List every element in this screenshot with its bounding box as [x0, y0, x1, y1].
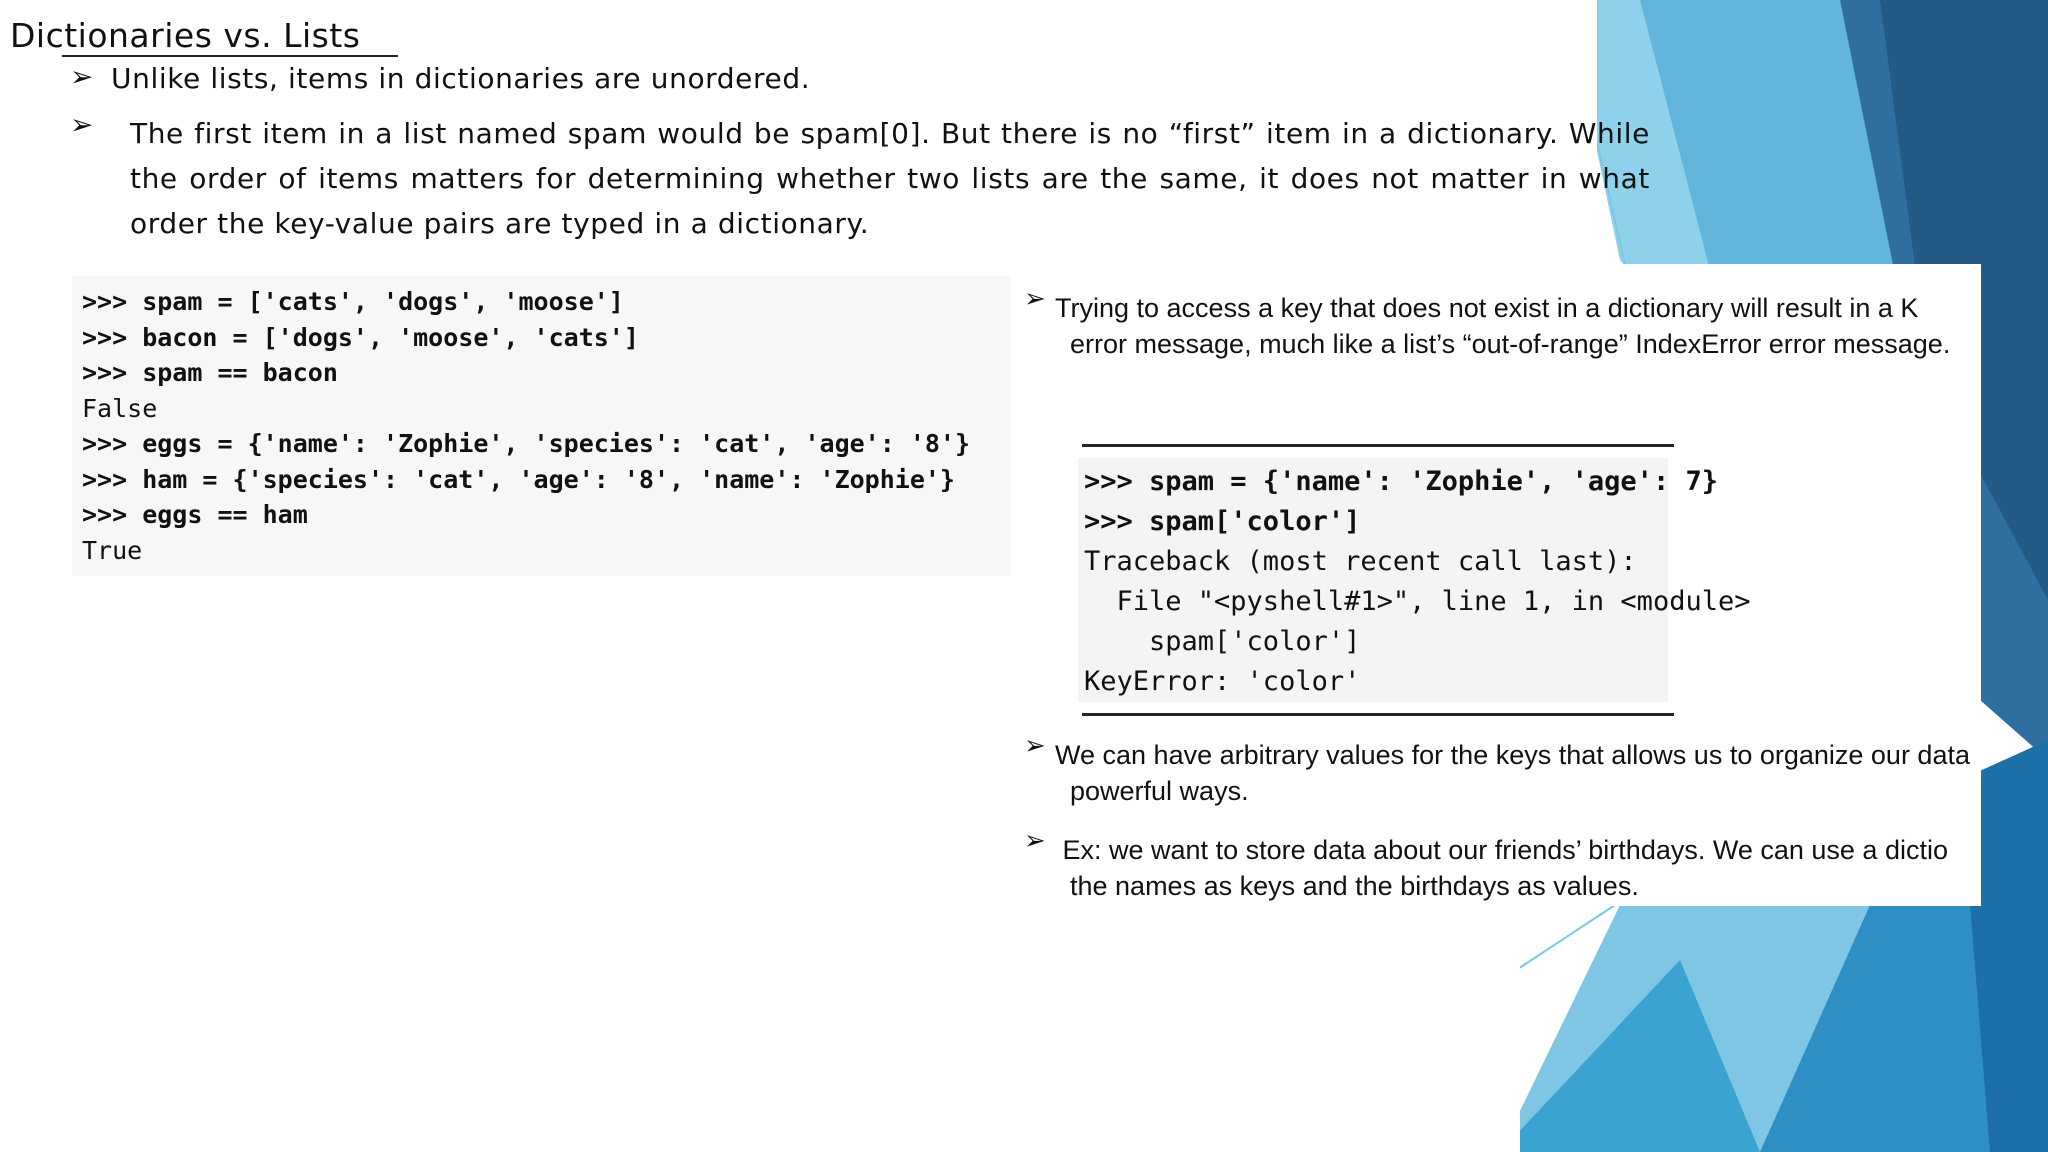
- bullet-text-line: powerful ways.: [1070, 776, 1249, 806]
- code-line-block: [1084, 462, 1750, 702]
- lower-left-panel: [0, 900, 1520, 1152]
- bullet-arrow-icon: ➢: [1024, 286, 1046, 314]
- code-line: KeyError: 'color': [1084, 666, 1361, 697]
- code-line: >>> eggs == ham: [82, 500, 308, 529]
- code-line: >>> spam = ['cats', 'dogs', 'moose']: [82, 287, 624, 316]
- bullet-text: Unlike lists, items in dictionaries are unordered.: [111, 62, 811, 95]
- code-line: >>> bacon = ['dogs', 'moose', 'cats']: [82, 322, 639, 352]
- bullet-text-line: error message, much like a list’s “out-of-range” IndexError error message.: [1070, 329, 1951, 359]
- code-line: >>> spam == bacon: [82, 358, 338, 387]
- bullet-arbitrary-values: [1022, 733, 1982, 813]
- bullet-text: The first item in a list named spam would be spam[0]. But there is no “first” item in a dictionary. While the order of items matters for determining whether two lists are the same, it does not matter in what order the key-value pairs are typed in a dictionary.: [130, 117, 1650, 240]
- bullet-arrow-icon: ➢: [1024, 733, 1046, 761]
- code-line: >>> ham = {'species': 'cat', 'age': '8', 'name': 'Zophie'}: [82, 464, 955, 494]
- bullet-arrow-icon: ➢: [70, 60, 94, 93]
- code-line: False: [82, 393, 158, 423]
- code-line-block: [82, 284, 970, 568]
- bullet-text-line: the names as keys and the birthdays as values.: [1070, 871, 1639, 901]
- code-line: Traceback (most recent call last):: [1084, 546, 1637, 577]
- bullet-text-line: Trying to access a key that does not exist in a dictionary will result in a K: [1055, 293, 1919, 323]
- code-line: spam['color']: [1084, 626, 1361, 657]
- code-line: File "<pyshell#1>", line 1, in <module>: [1084, 586, 1751, 617]
- code-line: >>> spam = {'name': 'Zophie', 'age': 7}: [1084, 466, 1718, 497]
- code-line: True: [82, 535, 143, 565]
- bullet-arrow-icon: ➢: [70, 108, 94, 141]
- code-top-rule: [1082, 444, 1674, 447]
- bullet-arrow-icon: ➢: [1024, 828, 1046, 856]
- bullet-birthdays-example: [1022, 828, 1982, 908]
- code-bottom-rule: [1082, 713, 1674, 716]
- bullet-text-line: Ex: we want to store data about our friends’ birthdays. We can use a dictio: [1055, 835, 1948, 865]
- bullet-text-line: We can have arbitrary values for the keys that allows us to organize our data: [1055, 740, 1970, 770]
- code-line: >>> spam['color']: [1084, 506, 1361, 537]
- slide-title: Dictionaries vs. Lists: [10, 16, 361, 55]
- bullet-keyerror: [1022, 286, 1982, 366]
- code-line: >>> eggs = {'name': 'Zophie', 'species': 'cat', 'age': '8'}: [82, 429, 971, 458]
- code-example-keyerror: [1078, 458, 1751, 702]
- code-example-list-vs-dict: [72, 276, 1010, 576]
